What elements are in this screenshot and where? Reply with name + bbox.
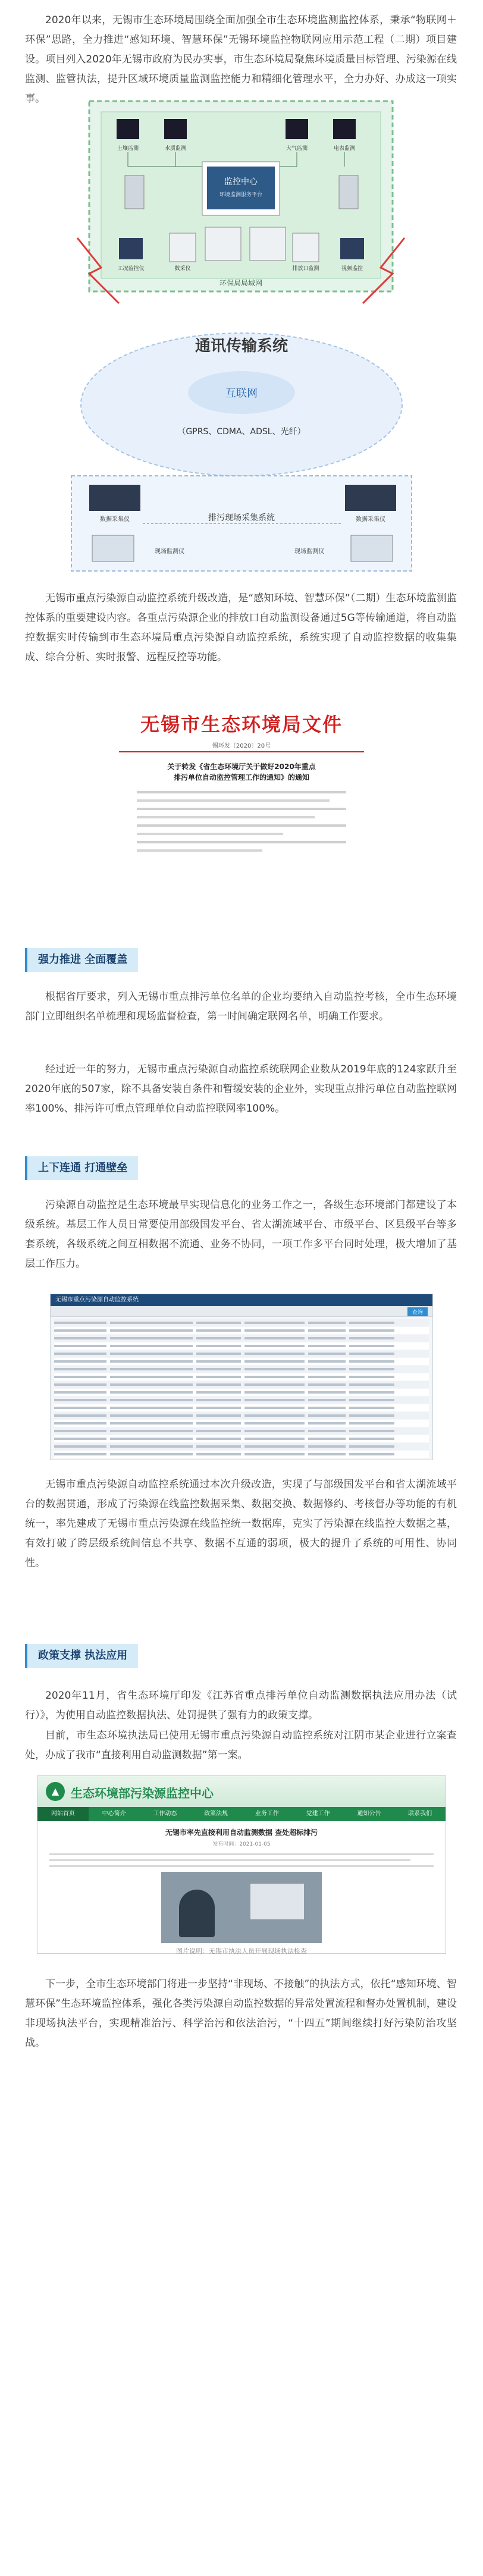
table-row[interactable] [54, 1435, 429, 1442]
section-tag-3: 政策支撑 执法应用 [25, 1644, 138, 1668]
website-nav-item[interactable]: 联系我们 [408, 1811, 432, 1817]
right-item-2: 视频监控 [341, 266, 363, 272]
document-title-line2: 排污单位自动监控管理工作的通知》的通知 [173, 773, 309, 782]
table-row[interactable] [54, 1373, 429, 1380]
top-label-3: 大气监测 [286, 146, 308, 152]
table-row[interactable] [54, 1427, 429, 1435]
policy-paragraph: 2020年11月，省生态环境厅印发《江苏省重点排污单位自动监测数据执法应用办法（试行）》，为使用自动监控数据执法、处罚提供了强有力的政策支撑。 [25, 1690, 457, 1721]
center-title: 监控中心 [224, 177, 258, 187]
article-title[interactable]: 无锡市率先直接利用自动监测数据 查处超标排污 [165, 1828, 318, 1837]
website-nav-item[interactable]: 网站首页 [37, 1807, 89, 1821]
document-number: 锡环发〔2020〕20号 [212, 743, 271, 749]
center-subtitle: 环境监测服务平台 [219, 192, 263, 198]
top-label-4: 电表监测 [333, 146, 356, 152]
right-collector-label: 数据采集仪 [356, 516, 385, 523]
left-collector-label: 数据采集仪 [100, 516, 130, 523]
screenshot-toolbar [51, 1306, 432, 1317]
network-requirements-paragraph: 根据省厅要求，列入无锡市重点排污单位名单的企业均要纳入自动监控考核，全市生态环境部门立即组织名单梳理和现场监督检查，第一时间确定联网名单，明确工作要求。 [25, 991, 457, 1022]
table-row[interactable] [54, 1404, 429, 1411]
section-heading-3 [25, 1642, 203, 1669]
enforcement-case-paragraph: 目前，市生态环境执法局已使用无锡市重点污染源自动监控系统对江阴市某企业进行立案查处，办成了我市“直接利用自动监测数据”第一案。 [25, 1730, 457, 1761]
right-meter-label: 现场监测仪 [294, 548, 324, 555]
table-row[interactable] [54, 1451, 429, 1458]
website-nav-item[interactable]: 政策法规 [204, 1811, 228, 1817]
website-logo-text: 生态环境部污染源监控中心 [71, 1786, 214, 1800]
screenshot-topbar: 无锡市重点污染源自动监控系统 [51, 1294, 432, 1306]
article-text [49, 1853, 434, 1867]
document-title-line1: 关于转发《省生态环境厅关于做好2020年重点 [167, 763, 316, 771]
transmission-title: 通讯传输系统 [195, 337, 288, 355]
right-item-1: 排放口监测 [292, 266, 319, 272]
document-divider [119, 751, 364, 752]
website-nav-item[interactable]: 通知公告 [357, 1811, 381, 1817]
internet-label: 互联网 [225, 387, 258, 400]
screenshot-table [51, 1317, 432, 1461]
table-row[interactable] [54, 1327, 429, 1334]
article-photo [161, 1872, 322, 1943]
table-row[interactable] [54, 1319, 429, 1326]
article-caption: 图片说明：无锡市执法人员开展现场执法检查 [176, 1947, 307, 1955]
table-row[interactable] [54, 1443, 429, 1450]
website-nav [37, 1807, 446, 1821]
table-row[interactable] [54, 1350, 429, 1357]
protocols-label: （GPRS、CDMA、ADSL、光纤） [177, 427, 306, 437]
transmission-diagram [0, 315, 483, 577]
table-row[interactable] [54, 1342, 429, 1350]
table-row[interactable] [54, 1335, 429, 1342]
lan-label: 环保局局域网 [219, 279, 263, 287]
article-meta: 发布时间：2021-01-05 [212, 1841, 271, 1847]
system-upgrade-paragraph: 无锡市重点污染源自动监控系统升级改造，是“感知环境、智慧环保”（二期）生态环境监测监控体系的重要建设内容。各重点污染源企业的排放口自动监测设备通过5G等传输通道，将自动监控数据实时传输到市生态环境局重点污染源自动监控系统，系统实现了自动监控数据的收集集成、综合分析、实时报警、远程反控等功能。 [25, 592, 457, 663]
left-meter-label: 现场监测仪 [155, 548, 184, 555]
networking-progress-paragraph: 经过近一年的努力，无锡市重点污染源自动监控系统联网企业数从2019年底的124家跃升至2020年底的507家，除不具备安装自条件和暂缓安装的企业外，实现重点排污单位自动监控联网率100%、排污许可重点管理单位自动监控联网率100%。 [25, 1063, 457, 1115]
monitoring-center-website [37, 1775, 446, 1954]
section-heading-1 [25, 946, 203, 973]
left-item-1: 工况监控仪 [117, 266, 145, 272]
section-tag-2: 上下连通 打通壁垒 [25, 1156, 138, 1180]
table-row[interactable] [54, 1397, 429, 1404]
section-heading-2 [25, 1154, 203, 1181]
website-nav-item[interactable]: 党建工作 [306, 1811, 330, 1817]
table-row[interactable] [54, 1358, 429, 1365]
left-item-2: 数采仪 [174, 266, 191, 272]
iot-monitoring-diagram [0, 95, 483, 315]
next-steps-paragraph: 下一步，全市生态环境部门将进一步坚持“非现场、不接触”的执法方式，依托“感知环境、智慧环保”生态环境监控体系，强化各类污染源自动监控数据的异常处置流程和督办处置机制，建设非现场执法平台，实现精准治污、科学治污和依法治污，“十四五”期间继续打好污染防治攻坚战。 [25, 1978, 457, 2049]
system-screenshot [50, 1294, 433, 1460]
data-integration-paragraph: 无锡市重点污染源自动监控系统通过本次升级改造，实现了与部级国发平台和省太湖流域平台的数据贯通，形成了污染源在线监控数据采集、数据交换、数据修约、考核督办等功能的有机统一，率先建成了无锡市重点污染源在线监控统一数据库，克实了污染源在线监控大数据之基，有效打破了跨层级系统间信息不共享、数据不互通的弱项，极大的提升了系统的可用性、协同性。 [25, 1479, 457, 1569]
section-tag-1: 强力推进 全面覆盖 [25, 948, 138, 972]
query-button[interactable]: 查询 [407, 1307, 428, 1316]
multi-platform-paragraph: 污染源自动监控是生态环境最早实现信息化的业务工作之一，各级生态环境部门都建设了本级系统。基层工作人员日常要使用部级国发平台、省太湖流域平台、市级平台、区县级平台等多套系统，各级系统之间互相数据不流通、业务不协同，一项工作多平台同时处理，极大增加了基层工作压力。 [25, 1199, 457, 1270]
website-nav-item[interactable]: 中心简介 [102, 1811, 126, 1817]
document-header: 无锡市生态环境局文件 [140, 714, 343, 735]
table-row[interactable] [54, 1381, 429, 1388]
top-label-1: 土壤监测 [117, 146, 139, 152]
top-label-2: 水质监测 [164, 146, 187, 152]
table-row[interactable] [54, 1366, 429, 1373]
website-nav-item[interactable]: 工作动态 [153, 1811, 177, 1817]
document-body [137, 791, 346, 858]
intro-paragraph: 2020年以来，无锡市生态环境局围绕全面加强全市生态环境监测监控体系，秉承“物联网＋环保”思路，全力推进“感知环境、智慧环保”无锡环境监控物联网应用示范工程（二期）项目建设。项目列入2020年无锡市政府为民办实事，市生态环境局聚焦环境质量目标管理、污染源在线监测、监管执法，提升区域环境质量监测监控能力和精细化管理水平，全力办好、办成这一项实事。 [25, 14, 457, 105]
website-header [37, 1776, 446, 1807]
official-document [0, 681, 483, 919]
table-row[interactable] [54, 1412, 429, 1419]
website-nav-item[interactable]: 业务工作 [255, 1811, 279, 1817]
table-row[interactable] [54, 1420, 429, 1427]
field-system-label: 排污现场采集系统 [208, 513, 275, 523]
table-row[interactable] [54, 1389, 429, 1396]
logo-icon: ▲ [46, 1782, 65, 1801]
